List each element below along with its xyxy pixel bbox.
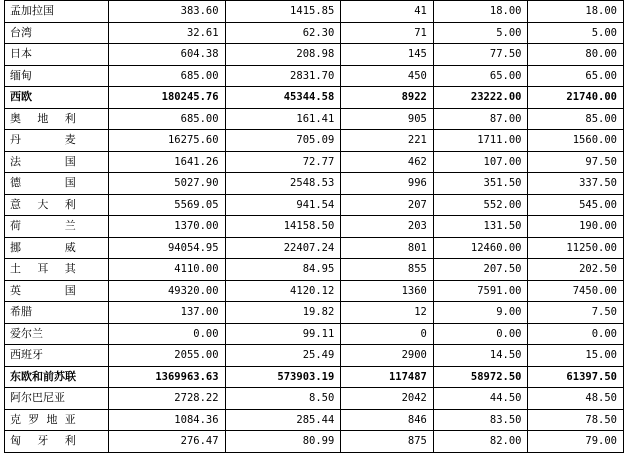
country-name-char: 奥: [10, 111, 21, 125]
country-name-cell: 孟加拉国: [5, 1, 109, 23]
value-cell-col2: 62.30: [225, 22, 341, 44]
value-cell-col3: 203: [341, 216, 434, 238]
value-cell-col1: 49320.00: [108, 280, 225, 302]
country-name-char: 国: [64, 154, 76, 168]
country-name-char: 威: [64, 240, 76, 254]
country-name-char: 匈: [10, 434, 21, 448]
country-name-cell: 缅甸: [5, 65, 109, 87]
value-cell-col4: 1711.00: [433, 130, 528, 152]
value-cell-col3: 1360: [341, 280, 434, 302]
country-name-cell: [5, 259, 109, 281]
country-name-cell: 阿尔巴尼亚: [5, 388, 109, 410]
country-name-spread: [10, 156, 104, 168]
value-cell-col1: 1370.00: [108, 216, 225, 238]
country-name-cell: 希腊: [5, 302, 109, 324]
country-name-cell: [5, 194, 109, 216]
value-cell-col4: 351.50: [433, 173, 528, 195]
value-cell-col2: 1415.85: [225, 1, 341, 23]
country-name-cell: 东欧和前苏联: [5, 366, 109, 388]
country-name-spread: [10, 242, 104, 254]
value-cell-col5: 85.00: [528, 108, 624, 130]
value-cell-col3: 855: [341, 259, 434, 281]
region-row: [5, 87, 624, 109]
value-cell-col2: 8.50: [225, 388, 341, 410]
table-row: [5, 388, 624, 410]
value-cell-col4: 12460.00: [433, 237, 528, 259]
country-name-char: 利: [64, 111, 76, 125]
table-row: [5, 151, 624, 173]
country-name-spread: [10, 134, 104, 146]
table-row: [5, 65, 624, 87]
value-cell-col3: 801: [341, 237, 434, 259]
value-cell-col5: 190.00: [528, 216, 624, 238]
region-row: [5, 366, 624, 388]
country-name-char: 其: [64, 262, 76, 276]
table-row: [5, 130, 624, 152]
value-cell-col3: 846: [341, 409, 434, 431]
country-name-char: 牙: [37, 434, 49, 448]
country-name-cell: [5, 130, 109, 152]
country-name-spread: [10, 435, 104, 447]
country-name-spread: [10, 263, 104, 275]
country-name-cell: 日本: [5, 44, 109, 66]
country-name-char: 土: [10, 262, 21, 276]
data-table: [4, 0, 624, 453]
country-name-char: 耳: [37, 262, 49, 276]
value-cell-col1: 137.00: [108, 302, 225, 324]
value-cell-col5: 15.00: [528, 345, 624, 367]
value-cell-col4: 18.00: [433, 1, 528, 23]
country-name-spread: [10, 177, 104, 189]
country-name-char: 丹: [10, 133, 21, 147]
value-cell-col4: 0.00: [433, 323, 528, 345]
value-cell-col2: 19.82: [225, 302, 341, 324]
table-row: [5, 345, 624, 367]
value-cell-col5: 11250.00: [528, 237, 624, 259]
country-name-cell: [5, 173, 109, 195]
value-cell-col4: 87.00: [433, 108, 528, 130]
value-cell-col5: 202.50: [528, 259, 624, 281]
value-cell-col1: 1641.26: [108, 151, 225, 173]
value-cell-col5: 21740.00: [528, 87, 624, 109]
country-name-char: 利: [64, 197, 76, 211]
table-row: [5, 216, 624, 238]
value-cell-col2: 573903.19: [225, 366, 341, 388]
value-cell-col4: 131.50: [433, 216, 528, 238]
value-cell-col2: 2548.53: [225, 173, 341, 195]
value-cell-col5: 0.00: [528, 323, 624, 345]
country-name-char: 兰: [64, 219, 76, 233]
value-cell-col1: 2055.00: [108, 345, 225, 367]
country-name-cell: [5, 409, 109, 431]
value-cell-col3: 12: [341, 302, 434, 324]
value-cell-col2: 4120.12: [225, 280, 341, 302]
value-cell-col2: 2831.70: [225, 65, 341, 87]
country-name-spread: [10, 199, 104, 211]
country-name-char: 国: [64, 176, 76, 190]
table-row: [5, 302, 624, 324]
value-cell-col3: 2900: [341, 345, 434, 367]
country-name-char: 挪: [10, 240, 21, 254]
country-name-cell: 爱尔兰: [5, 323, 109, 345]
value-cell-col2: 705.09: [225, 130, 341, 152]
value-cell-col2: 84.95: [225, 259, 341, 281]
value-cell-col1: 685.00: [108, 108, 225, 130]
value-cell-col5: 65.00: [528, 65, 624, 87]
value-cell-col5: 7.50: [528, 302, 624, 324]
value-cell-col1: 1084.36: [108, 409, 225, 431]
value-cell-col2: 25.49: [225, 345, 341, 367]
value-cell-col1: 180245.76: [108, 87, 225, 109]
value-cell-col1: 685.00: [108, 65, 225, 87]
table-body: [5, 1, 624, 453]
country-name-char: 克: [10, 412, 21, 426]
value-cell-col2: 99.11: [225, 323, 341, 345]
country-name-spread: [10, 220, 104, 232]
value-cell-col1: 383.60: [108, 1, 225, 23]
value-cell-col4: 5.00: [433, 22, 528, 44]
table-row: [5, 280, 624, 302]
country-name-cell: 台湾: [5, 22, 109, 44]
value-cell-col2: 14158.50: [225, 216, 341, 238]
value-cell-col5: 1560.00: [528, 130, 624, 152]
value-cell-col3: 905: [341, 108, 434, 130]
table-row: [5, 44, 624, 66]
table-row: [5, 194, 624, 216]
country-name-cell: [5, 151, 109, 173]
value-cell-col3: 996: [341, 173, 434, 195]
value-cell-col1: 0.00: [108, 323, 225, 345]
value-cell-col1: 94054.95: [108, 237, 225, 259]
value-cell-col3: 875: [341, 431, 434, 453]
value-cell-col1: 4110.00: [108, 259, 225, 281]
value-cell-col1: 5569.05: [108, 194, 225, 216]
value-cell-col3: 145: [341, 44, 434, 66]
country-name-cell: [5, 108, 109, 130]
value-cell-col5: 61397.50: [528, 366, 624, 388]
country-name-cell: [5, 237, 109, 259]
value-cell-col3: 221: [341, 130, 434, 152]
table-row: [5, 409, 624, 431]
value-cell-col4: 83.50: [433, 409, 528, 431]
table-row: [5, 431, 624, 453]
country-name-spread: [10, 285, 104, 297]
country-name-char: 利: [64, 434, 76, 448]
table-row: [5, 237, 624, 259]
table-row: [5, 108, 624, 130]
table-row: [5, 22, 624, 44]
country-name-char: 地: [46, 412, 58, 426]
country-name-cell: [5, 280, 109, 302]
value-cell-col5: 7450.00: [528, 280, 624, 302]
value-cell-col1: 276.47: [108, 431, 225, 453]
value-cell-col1: 5027.90: [108, 173, 225, 195]
value-cell-col2: 161.41: [225, 108, 341, 130]
value-cell-col5: 48.50: [528, 388, 624, 410]
value-cell-col3: 117487: [341, 366, 434, 388]
value-cell-col3: 41: [341, 1, 434, 23]
value-cell-col3: 8922: [341, 87, 434, 109]
value-cell-col2: 22407.24: [225, 237, 341, 259]
value-cell-col4: 14.50: [433, 345, 528, 367]
value-cell-col5: 97.50: [528, 151, 624, 173]
country-name-char: 大: [37, 197, 49, 211]
value-cell-col5: 78.50: [528, 409, 624, 431]
value-cell-col4: 207.50: [433, 259, 528, 281]
value-cell-col2: 80.99: [225, 431, 341, 453]
country-name-char: 意: [10, 197, 21, 211]
value-cell-col1: 32.61: [108, 22, 225, 44]
value-cell-col1: 2728.22: [108, 388, 225, 410]
value-cell-col5: 5.00: [528, 22, 624, 44]
value-cell-col4: 82.00: [433, 431, 528, 453]
country-name-cell: 西欧: [5, 87, 109, 109]
table-row: [5, 173, 624, 195]
country-name-char: 麦: [64, 133, 76, 147]
country-name-char: 德: [10, 176, 21, 190]
country-name-char: 亚: [64, 412, 76, 426]
value-cell-col4: 7591.00: [433, 280, 528, 302]
value-cell-col2: 285.44: [225, 409, 341, 431]
value-cell-col3: 0: [341, 323, 434, 345]
value-cell-col5: 79.00: [528, 431, 624, 453]
country-name-char: 法: [10, 154, 21, 168]
value-cell-col3: 450: [341, 65, 434, 87]
value-cell-col4: 9.00: [433, 302, 528, 324]
country-name-cell: 西班牙: [5, 345, 109, 367]
value-cell-col1: 604.38: [108, 44, 225, 66]
country-name-char: 地: [37, 111, 49, 125]
value-cell-col5: 337.50: [528, 173, 624, 195]
value-cell-col3: 2042: [341, 388, 434, 410]
country-name-spread: [10, 414, 104, 426]
country-name-cell: [5, 431, 109, 453]
value-cell-col2: 45344.58: [225, 87, 341, 109]
value-cell-col1: 16275.60: [108, 130, 225, 152]
value-cell-col2: 72.77: [225, 151, 341, 173]
country-name-char: 英: [10, 283, 21, 297]
table-row: [5, 259, 624, 281]
value-cell-col4: 58972.50: [433, 366, 528, 388]
value-cell-col4: 77.50: [433, 44, 528, 66]
country-name-spread: [10, 113, 104, 125]
value-cell-col3: 462: [341, 151, 434, 173]
value-cell-col1: 1369963.63: [108, 366, 225, 388]
country-name-char: 荷: [10, 219, 21, 233]
value-cell-col3: 71: [341, 22, 434, 44]
value-cell-col5: 545.00: [528, 194, 624, 216]
country-name-cell: [5, 216, 109, 238]
value-cell-col5: 18.00: [528, 1, 624, 23]
country-name-char: 罗: [28, 412, 40, 426]
value-cell-col4: 552.00: [433, 194, 528, 216]
value-cell-col2: 941.54: [225, 194, 341, 216]
value-cell-col4: 44.50: [433, 388, 528, 410]
value-cell-col4: 23222.00: [433, 87, 528, 109]
value-cell-col5: 80.00: [528, 44, 624, 66]
country-name-char: 国: [64, 283, 76, 297]
value-cell-col2: 208.98: [225, 44, 341, 66]
table-row: [5, 1, 624, 23]
value-cell-col4: 107.00: [433, 151, 528, 173]
value-cell-col3: 207: [341, 194, 434, 216]
value-cell-col4: 65.00: [433, 65, 528, 87]
table-row: [5, 323, 624, 345]
